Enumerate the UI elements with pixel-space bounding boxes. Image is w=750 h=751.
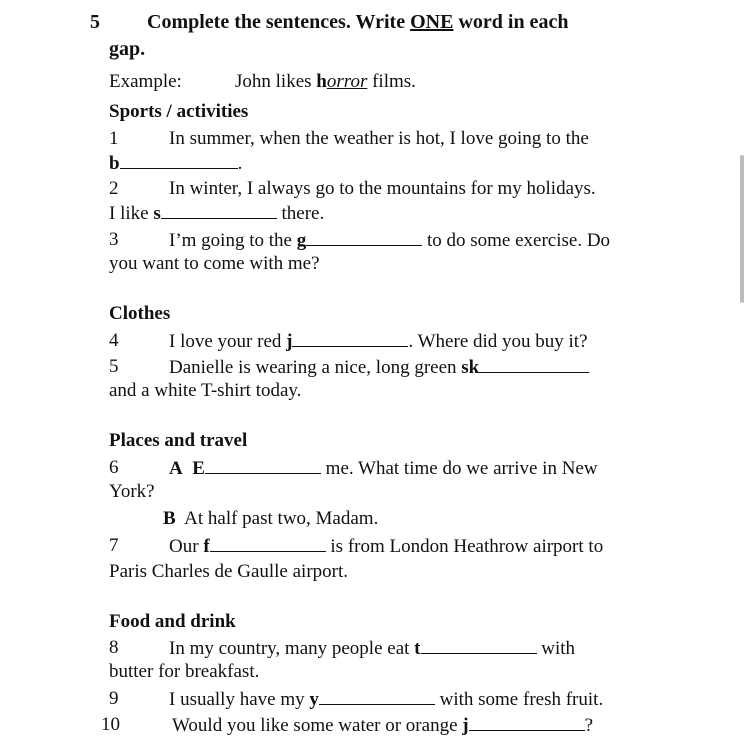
q10-letter: j: [462, 715, 469, 736]
q4-number: 4: [109, 330, 119, 351]
q9-number: 9: [109, 688, 119, 709]
q4-letter: j: [286, 331, 293, 352]
q8-line2: butter for breakfast.: [109, 661, 260, 682]
q5-gap-line: [169, 356, 589, 379]
q3-number: 3: [109, 229, 119, 250]
q5-number: 5: [109, 356, 119, 377]
q1-blank[interactable]: [120, 152, 238, 169]
exercise-number: 5: [90, 11, 100, 33]
q6-number: 6: [109, 457, 119, 478]
q5-pre: Danielle is wearing a nice, long green: [169, 357, 462, 378]
q1-number: 1: [109, 128, 119, 149]
q5-blank[interactable]: [479, 356, 589, 373]
q10-pre: Would you like some water or orange: [172, 715, 463, 736]
q1-after: .: [237, 153, 243, 174]
q4-gap-line: [169, 330, 588, 353]
q6-speaker-b: B: [163, 508, 176, 529]
q9-pre: I usually have my: [169, 689, 310, 710]
q10-gap-line: [172, 714, 593, 737]
example-sentence: [235, 71, 416, 93]
q3-gap-line: [169, 229, 610, 252]
q8-gap-line: [169, 637, 575, 660]
q1-letter: b: [109, 153, 120, 174]
q6-reply-line: [163, 508, 378, 530]
example-answer: orror: [326, 71, 368, 92]
instruction-text-2: word in each: [453, 11, 569, 33]
q9-after: with some fresh fruit.: [434, 689, 604, 710]
q3-pre: I’m going to the: [169, 230, 297, 251]
q8-blank[interactable]: [421, 637, 537, 654]
instruction-text-1: Complete the sentences. Write: [147, 11, 411, 33]
example-label: Example:: [109, 71, 182, 92]
q2-after: there.: [276, 203, 325, 224]
q4-blank[interactable]: [292, 330, 408, 347]
q6-blank[interactable]: [205, 457, 321, 474]
q3-after: to do some exercise. Do: [422, 230, 611, 251]
example-letter: h: [316, 71, 327, 92]
q8-letter: t: [414, 638, 421, 659]
q9-blank[interactable]: [319, 688, 435, 705]
q7-line2: Paris Charles de Gaulle airport.: [109, 561, 349, 582]
scrollbar-thumb[interactable]: [740, 155, 744, 303]
q5-letter: sk: [461, 357, 480, 378]
q4-after: . Where did you buy it?: [408, 331, 588, 352]
q10-blank[interactable]: [469, 714, 585, 731]
q9-letter: y: [309, 689, 319, 710]
q10-number: 10: [101, 714, 120, 735]
q5-line2: and a white T-shirt today.: [109, 380, 302, 401]
q7-pre: Our: [169, 536, 204, 557]
q8-after: with: [536, 638, 576, 659]
q7-gap-line: [169, 535, 603, 558]
q6-letter: E: [192, 458, 205, 479]
q8-number: 8: [109, 637, 119, 658]
q9-gap-line: [169, 688, 603, 711]
instruction-emphasis: ONE: [410, 11, 454, 33]
q6-speaker-a: A: [169, 458, 183, 479]
exercise-instruction: [147, 11, 568, 33]
q4-pre: I love your red: [169, 331, 287, 352]
q3-blank[interactable]: [306, 229, 422, 246]
q1-text: In summer, when the weather is hot, I love going to the: [169, 128, 589, 149]
q1-gap-line: [109, 152, 242, 175]
q2-gap-line: [109, 202, 324, 225]
q2-text: In winter, I always go to the mountains for my holidays.: [169, 178, 596, 199]
q7-blank[interactable]: [210, 535, 326, 552]
example-text-2: films.: [367, 71, 416, 92]
section-heading-places: Places and travel: [109, 430, 248, 451]
q6-gap-line: [169, 457, 598, 480]
q2-number: 2: [109, 178, 119, 199]
q7-after: is from London Heathrow airport to: [325, 536, 604, 557]
q3-line2: you want to come with me?: [109, 253, 320, 274]
q6-reply: At half past two, Madam.: [184, 508, 379, 529]
q10-after: ?: [584, 715, 594, 736]
q2-letter: s: [153, 203, 161, 224]
q8-pre: In my country, many people eat: [169, 638, 415, 659]
q7-letter: f: [203, 536, 210, 557]
example-text-1: John likes: [235, 71, 317, 92]
q2-blank[interactable]: [161, 202, 277, 219]
q3-letter: g: [296, 230, 307, 251]
q6-line2: York?: [109, 481, 155, 502]
section-heading-clothes: Clothes: [109, 303, 171, 324]
section-heading-sports: Sports / activities: [109, 101, 249, 122]
q7-number: 7: [109, 535, 119, 556]
q6-after: me. What time do we arrive in New: [320, 458, 598, 479]
section-heading-food: Food and drink: [109, 611, 236, 632]
exercise-instruction-line2: gap.: [109, 38, 146, 60]
q2-pre: I like: [109, 203, 154, 224]
